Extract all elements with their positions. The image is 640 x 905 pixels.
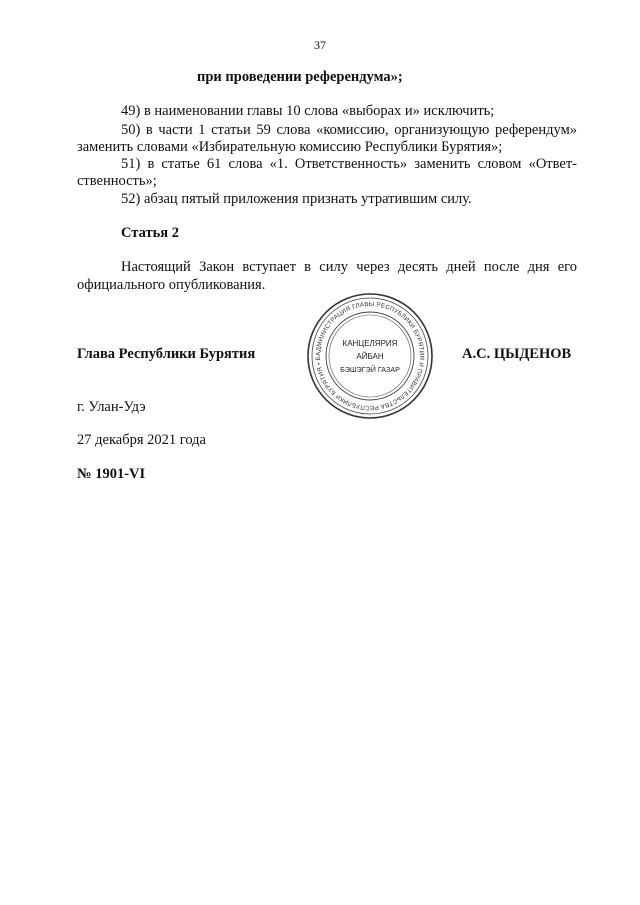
- seal-line-1: КАНЦЕЛЯРИЯ: [342, 339, 398, 348]
- seal-line-3: БЭШЭГЭЙ ГАЗАР: [340, 365, 400, 374]
- article-2-text-line1: Настоящий Закон вступает в силу через десять дней после дня его: [121, 259, 577, 275]
- date: 27 декабря 2021 года: [77, 432, 206, 448]
- article-2-text-line2: официального опубликования.: [77, 277, 266, 293]
- seal-line-2: АЙБАН: [356, 352, 384, 361]
- section-heading: при проведении референдума»;: [197, 69, 403, 85]
- place: г. Улан-Удэ: [77, 399, 146, 415]
- item-50-line1: 50) в части 1 статьи 59 слова «комиссию, организующую референдум»: [121, 122, 577, 138]
- official-seal: [306, 292, 434, 420]
- item-49: 49) в наименовании главы 10 слова «выборах и» исключить;: [121, 103, 495, 119]
- signature-name: А.С. ЦЫДЕНОВ: [462, 346, 572, 362]
- item-50-line2: заменить словами «Избирательную комиссию Республики Бурятия»;: [77, 139, 503, 155]
- item-52: 52) абзац пятый приложения признать утратившим силу.: [121, 191, 472, 207]
- seal-ring-text: АДМИНИСТРАЦИЯ ГЛАВЫ РЕСПУБЛИКИ БУРЯТИЯ И ПРАВИТЕЛЬСТВА РЕСПУБЛИКИ БУРЯТИЯ • Б: [314, 300, 426, 412]
- item-51-line2: ственность»;: [77, 173, 157, 189]
- signature-position: Глава Республики Бурятия: [77, 346, 256, 362]
- item-51-line1: 51) в статье 61 слова «1. Ответственность» заменить словом «Ответ-: [121, 156, 577, 172]
- article-2-title: Статья 2: [121, 225, 179, 241]
- page-number: 37: [314, 38, 326, 52]
- document-number: № 1901-VI: [77, 466, 146, 482]
